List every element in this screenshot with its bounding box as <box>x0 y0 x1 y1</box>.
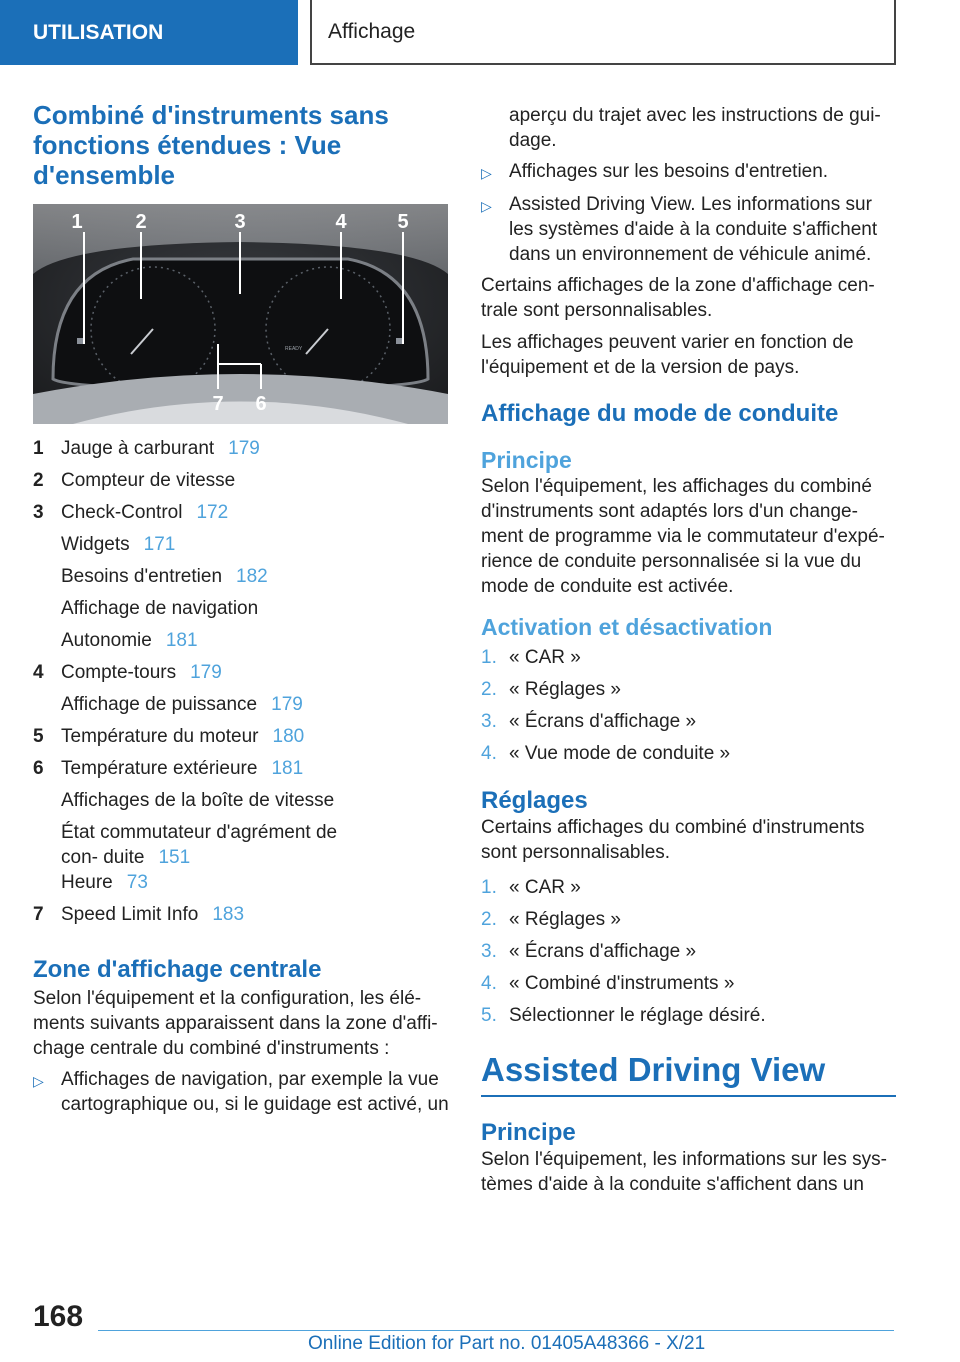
legend-text <box>61 902 453 927</box>
legend-number: 6 <box>33 758 44 779</box>
legend-item <box>33 870 453 902</box>
legend-item <box>33 436 453 468</box>
reglages-heading: Réglages <box>481 787 588 814</box>
adv-paragraph: Selon l'équipement, les informations sur les sys‐ tèmes d'aide à la conduite s'affichent dans un <box>481 1149 887 1195</box>
instrument-cluster-photo <box>33 204 448 424</box>
legend-text <box>61 820 373 870</box>
step-text: « Réglages » <box>509 678 621 700</box>
legend-label: Compte-tours <box>61 662 177 683</box>
step-text: « Réglages » <box>509 908 621 930</box>
legend-number: 2 <box>33 470 44 491</box>
legend-label: Speed Limit Info <box>61 904 199 925</box>
legend-text <box>61 788 453 813</box>
legend-item <box>33 500 453 532</box>
reglages-steps <box>481 871 896 1031</box>
legend-text <box>61 756 453 781</box>
page-number: 168 <box>33 1300 84 1333</box>
legend-list <box>33 436 453 934</box>
legend-text <box>61 628 453 653</box>
step-text: « Combiné d'instruments » <box>509 972 735 994</box>
adv-principe-heading: Principe <box>481 1119 576 1146</box>
step-number: 1. <box>481 646 497 668</box>
chapter-tab <box>310 0 896 65</box>
figure-label: 3 <box>234 211 246 233</box>
legend-item <box>33 660 453 692</box>
adv-heading: Assisted Driving View <box>481 1051 896 1097</box>
page-reference-link[interactable]: 171 <box>143 534 176 555</box>
legend-item <box>33 564 453 596</box>
mode-heading: Affichage du mode de conduite <box>481 400 839 427</box>
legend-label: Jauge à carburant <box>61 438 215 459</box>
legend-label: Affichage de puissance <box>61 694 258 715</box>
page-reference-link[interactable]: 179 <box>190 662 222 683</box>
step-number: 1. <box>481 876 497 898</box>
legend-text <box>61 436 453 461</box>
step-item <box>481 903 896 935</box>
section-label: UTILISATION <box>33 20 164 44</box>
step-item <box>481 705 896 737</box>
figure-label: 6 <box>255 393 267 415</box>
legend-item <box>33 902 453 934</box>
legend-text <box>61 870 453 895</box>
instrument-cluster-figure <box>33 204 448 424</box>
figure-label: 7 <box>212 393 224 415</box>
page-reference-link[interactable]: 182 <box>236 566 268 587</box>
bullet-continuation: aperçu du trajet avec les instructions de gui‐ dage. <box>509 105 881 151</box>
step-number: 4. <box>481 742 497 764</box>
bullet-text: Assisted Driving View. Les informations sur les systèmes d'aide à la conduite s'affichent dans un environnement de véhicule animé. <box>509 194 878 265</box>
legend-text <box>61 660 453 685</box>
zone-paragraph: Selon l'équipement et la configuration, les élé‐ ments suivants apparaissent dans la zone d'affi‐ chage centrale du combiné d'instruments : <box>33 988 438 1059</box>
legend-item <box>33 596 453 628</box>
legend-label: Widgets <box>61 534 130 555</box>
legend-label: Température du moteur <box>61 726 259 747</box>
page-reference-link[interactable]: 73 <box>126 872 148 893</box>
step-number: 3. <box>481 710 497 732</box>
step-text: « CAR » <box>509 646 581 668</box>
page-reference-link[interactable]: 181 <box>271 758 304 779</box>
bullet-text: Affichages sur les besoins d'entretien. <box>509 161 829 182</box>
step-text: « CAR » <box>509 876 581 898</box>
legend-item <box>33 820 373 870</box>
legend-text <box>61 692 453 717</box>
triangle-bullet-icon: ▷ <box>33 1073 44 1089</box>
step-item <box>481 967 896 999</box>
step-number: 3. <box>481 940 497 962</box>
chapter-label: Affichage <box>328 19 416 43</box>
step-text: « Écrans d'affichage » <box>509 940 697 962</box>
legend-item <box>33 756 453 788</box>
page-reference-link[interactable]: 172 <box>196 502 229 523</box>
page-reference-link[interactable]: 180 <box>272 726 305 747</box>
page-reference-link[interactable]: 151 <box>158 847 191 868</box>
step-item <box>481 999 896 1031</box>
figure-label: 4 <box>335 211 347 233</box>
legend-item <box>33 788 453 820</box>
figure-label: 5 <box>397 211 409 233</box>
overview-heading: Combiné d'instruments sans fonctions étendues : Vue d'ensemble <box>33 100 389 190</box>
svg-text:READY: READY <box>285 346 303 352</box>
legend-label: Compteur de vitesse <box>61 470 236 491</box>
page-reference-link[interactable]: 183 <box>212 904 245 925</box>
step-number: 2. <box>481 678 497 700</box>
principe-heading: Principe <box>481 447 572 473</box>
legend-number: 4 <box>33 662 44 683</box>
bullet-text: Affichages de navigation, par exemple la vue cartographique ou, si le guidage est activé, un <box>61 1069 449 1115</box>
legend-label: Température extérieure <box>61 758 258 779</box>
legend-number: 3 <box>33 502 44 523</box>
step-text: « Vue mode de conduite » <box>509 742 731 764</box>
legend-text <box>61 500 453 525</box>
legend-item <box>33 532 453 564</box>
legend-item <box>33 468 453 500</box>
legend-label: État commutateur d'agrément de con‐ duite <box>61 822 338 868</box>
step-item <box>481 871 896 903</box>
legend-label: Affichage de navigation <box>61 598 259 619</box>
section-tab <box>0 0 298 65</box>
page-reference-link[interactable]: 181 <box>165 630 198 651</box>
reglages-paragraph: Certains affichages du combiné d'instruments sont personnalisables. <box>481 817 865 863</box>
legend-text <box>61 532 453 557</box>
page-reference-link[interactable]: 179 <box>271 694 303 715</box>
activation-heading: Activation et désactivation <box>481 614 773 640</box>
step-item <box>481 935 896 967</box>
edition-footer: Online Edition for Part no. 01405A48366 - X/21 <box>308 1333 706 1354</box>
legend-label: Besoins d'entretien <box>61 566 223 587</box>
step-item <box>481 737 896 769</box>
step-number: 4. <box>481 972 497 994</box>
page-reference-link[interactable]: 179 <box>228 438 260 459</box>
right-column <box>481 103 896 1197</box>
principe-paragraph: Selon l'équipement, les affichages du combiné d'instruments sont adaptés lors d'un change‐ ment de programme via le commutateur d'expé‐ rience de conduite personnalisée si la vue du mode de conduite est activée. <box>481 476 885 597</box>
step-item <box>481 641 896 673</box>
step-item <box>481 673 896 705</box>
legend-label: Affichages de la boîte de vitesse <box>61 790 335 811</box>
legend-number: 1 <box>33 438 44 459</box>
legend-item <box>33 692 453 724</box>
paragraph: Certains affichages de la zone d'affichage cen‐ trale sont personnalisables. <box>481 275 875 321</box>
step-text: « Écrans d'affichage » <box>509 710 697 732</box>
figure-label: 2 <box>135 211 147 233</box>
footer-divider <box>98 1330 894 1331</box>
paragraph: Les affichages peuvent varier en fonction de l'équipement et de la version de pays. <box>481 332 854 378</box>
legend-text <box>61 468 453 493</box>
bullet-item <box>481 159 896 186</box>
bullet-item <box>33 1067 453 1117</box>
zone-heading: Zone d'affichage centrale <box>33 956 322 983</box>
legend-label: Check-Control <box>61 502 183 523</box>
legend-text <box>61 596 453 621</box>
legend-number: 5 <box>33 726 44 747</box>
triangle-bullet-icon: ▷ <box>481 198 492 214</box>
legend-label: Autonomie <box>61 630 152 651</box>
step-number: 5. <box>481 1004 497 1026</box>
step-text: Sélectionner le réglage désiré. <box>509 1004 766 1026</box>
legend-text <box>61 564 453 589</box>
activation-steps <box>481 641 896 769</box>
legend-number: 7 <box>33 904 44 925</box>
bullet-item <box>481 192 896 267</box>
legend-item <box>33 628 453 660</box>
legend-text <box>61 724 453 749</box>
triangle-bullet-icon: ▷ <box>481 165 492 181</box>
legend-item <box>33 724 453 756</box>
left-column <box>33 100 453 1117</box>
legend-label: Heure <box>61 872 113 893</box>
step-number: 2. <box>481 908 497 930</box>
figure-label: 1 <box>71 211 83 233</box>
